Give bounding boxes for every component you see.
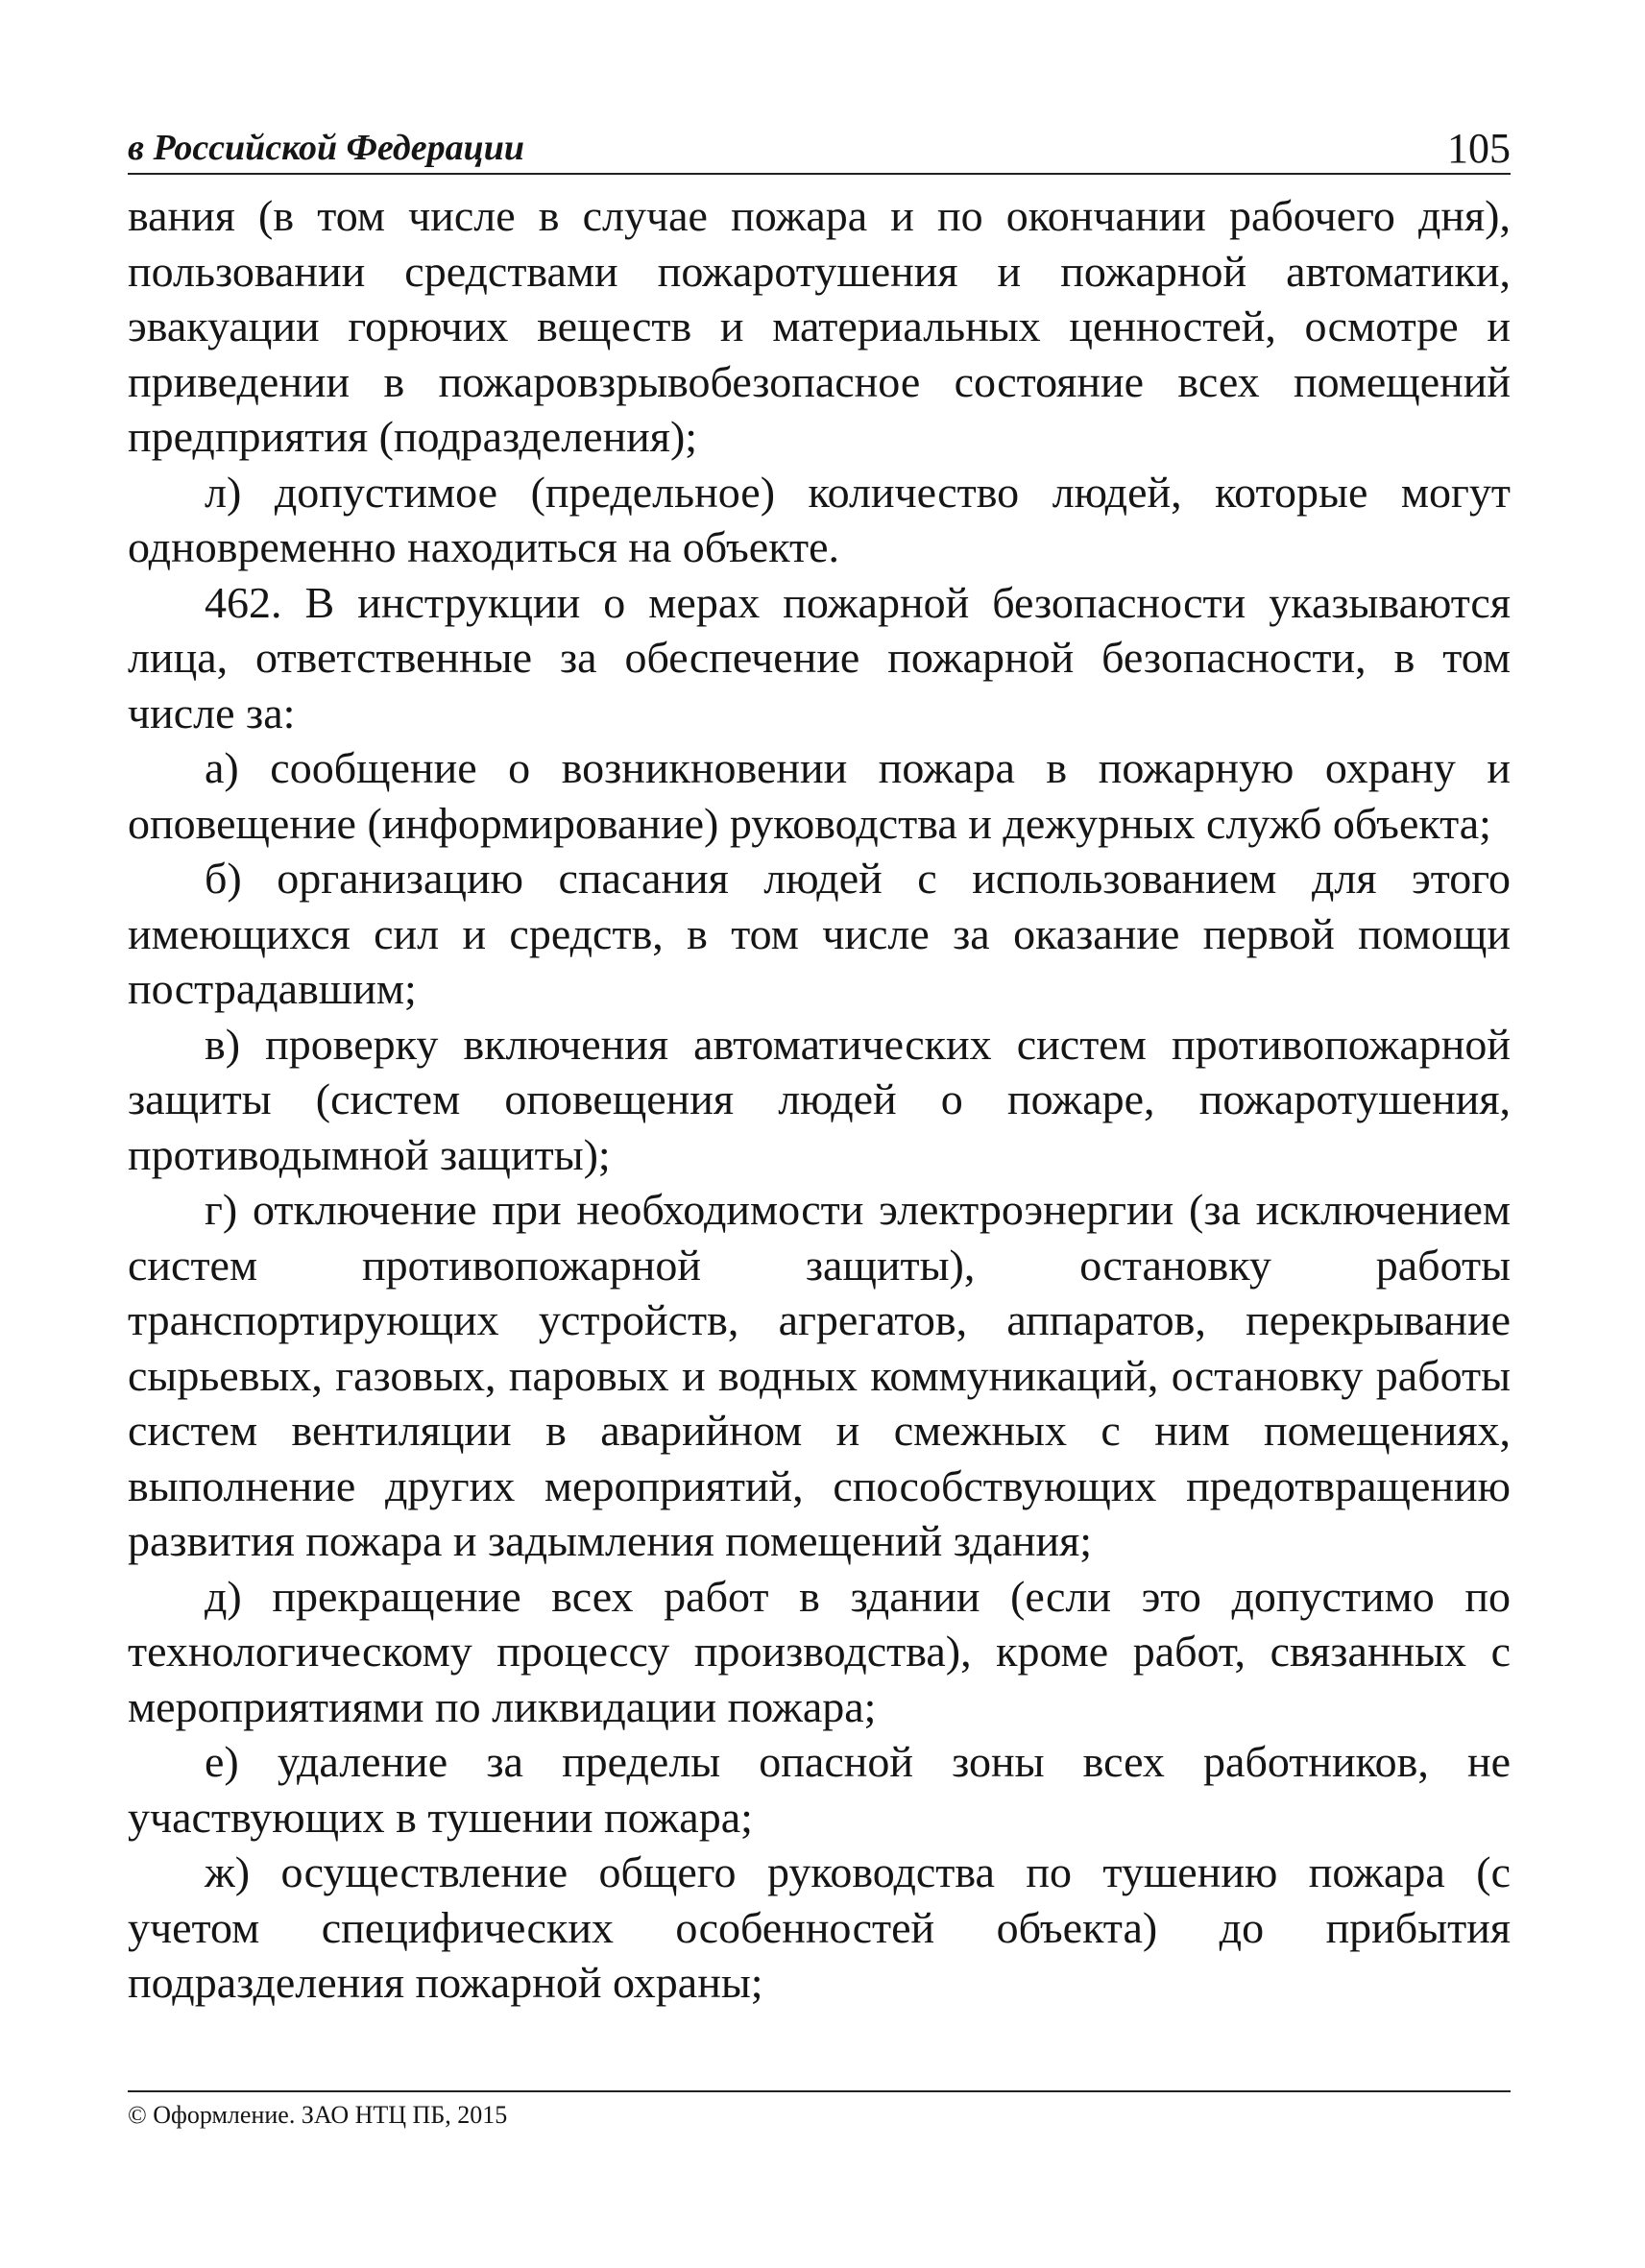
page-header: [128, 115, 1511, 175]
paragraph-item-l: л) допустимое (предельное) количество людей, которые могут одновременно находиться на объекте.: [128, 467, 1511, 571]
paragraph-continuation: вания (в том числе в случае пожара и по окончании рабочего дня), пользовании средствами пожаротушения и пожарной автоматики, эвакуации горючих веществ и материальных ценностей, осмотре и приведении в пожаровзрывобезопасное состояние всех помещений предприятия (подразделения);: [128, 191, 1511, 461]
paragraph-item-e: е) удаление за пределы опасной зоны всех работников, не участвующих в тушении пожара;: [128, 1737, 1511, 1842]
paragraph-item-a: а) сообщение о возникновении пожара в пожарную охрану и оповещение (информирование) руководства и дежурных служб объекта;: [128, 743, 1511, 848]
paragraph-462: 462. В инструкции о мерах пожарной безопасности указываются лица, ответственные за обеспечение пожарной безопасности, в том числе за:: [128, 577, 1511, 737]
paragraph-item-zh: ж) осуществление общего руководства по тушению пожара (с учетом специфических особенностей объекта) до прибытия подразделения пожарной охраны;: [128, 1847, 1511, 2007]
paragraph-item-v: в) проверку включения автоматических систем противопожарной защиты (систем оповещения людей о пожаре, пожаротушения, противодымной защиты);: [128, 1019, 1511, 1179]
footer-divider: [128, 2090, 1511, 2092]
footer-copyright: © Оформление. ЗАО НТЦ ПБ, 2015: [128, 2101, 508, 2129]
paragraph-item-g: г) отключение при необходимости электроэнергии (за исключением систем противопожарной защиты), остановку работы транспортирующих устройств, агрегатов, аппаратов, перекрывание сырьевых, газовых, паровых и водных коммуникаций, остановку работы систем вентиляции в аварийном и смежных с ним помещениях, выполнение других мероприятий, способствующих предотвращению развития пожара и задымления помещений здания;: [128, 1185, 1511, 1565]
running-title: в Российской Федерации: [128, 128, 524, 168]
paragraph-item-d: д) прекращение всех работ в здании (если это допустимо по технологическому процессу производства), кроме работ, связанных с мероприятиями по ликвидации пожара;: [128, 1571, 1511, 1731]
paragraph-item-b: б) организацию спасания людей с использованием для этого имеющихся сил и средств, в том числе за оказание первой помощи пострадавшим;: [128, 854, 1511, 1013]
page-number: 105: [1447, 125, 1511, 172]
body-text: [128, 188, 1511, 2011]
